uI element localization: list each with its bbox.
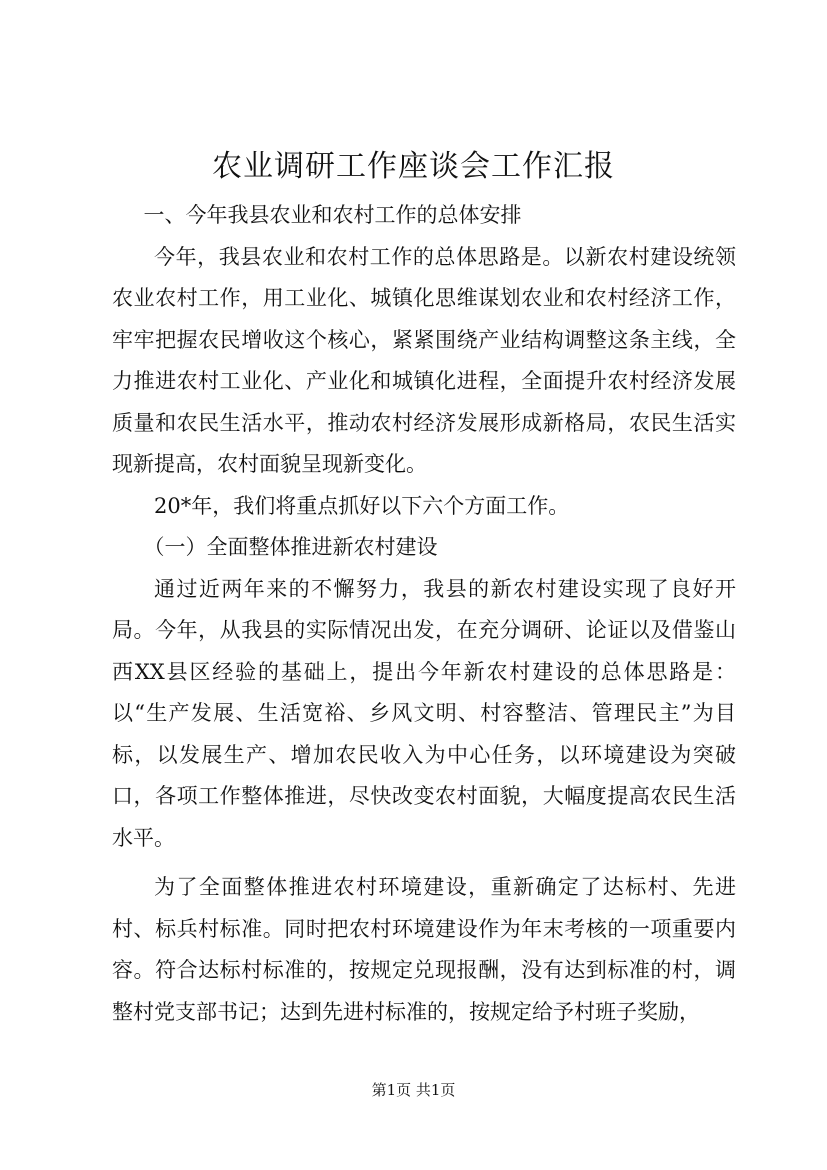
paragraph-gap — [112, 859, 736, 867]
paragraph: 通过近两年来的不懈努力，我县的新农村建设实现了良好开局。今年，从我县的实际情况出发，在充分调研、论证以及借鉴山西XX县区经验的基础上，提出今年新农村建设的总体思路是：以“生产发展、生活宽裕、乡风文明、村容整洁、管理民主”为目标，以发展生产、增加农民收入为中心任务，以环境建设为突破口，各项工作整体推进，尽快改变农村面貌，大幅度提高农民生活水平。 — [112, 576, 736, 850]
document-body — [112, 195, 736, 1033]
section-heading: 一、今年我县农业和农村工作的总体安排 — [143, 203, 522, 227]
page-footer: 第1页 共1页 — [371, 1081, 456, 1099]
document-title: 农业调研工作座谈会工作汇报 — [212, 149, 615, 184]
paragraph: 今年，我县农业和农村工作的总体思路是。以新农村建设统领农业农村工作，用工业化、城镇化思维谋划农业和农村经济工作，牢牢把握农民增收这个核心，紧紧围绕产业结构调整这条主线，全力推进农村工业化、产业化和城镇化进程，全面提升农村经济发展质量和农民生活水平，推动农村经济发展形成新格局，农民生活实现新提高，农村面貌呈现新变化。 — [112, 244, 736, 476]
paragraph: 为了全面整体推进农村环境建设，重新确定了达标村、先进村、标兵村标准。同时把农村环境建设作为年末考核的一项重要内容。符合达标村标准的，按规定兑现报酬，没有达到标准的村，调整村党支部书记；达到先进村标准的，按规定给予村班子奖励， — [112, 875, 736, 1024]
subsection-heading: （一）全面整体推进新农村建设 — [143, 535, 438, 559]
paragraph: 20*年，我们将重点抓好以下六个方面工作。 — [154, 493, 570, 518]
